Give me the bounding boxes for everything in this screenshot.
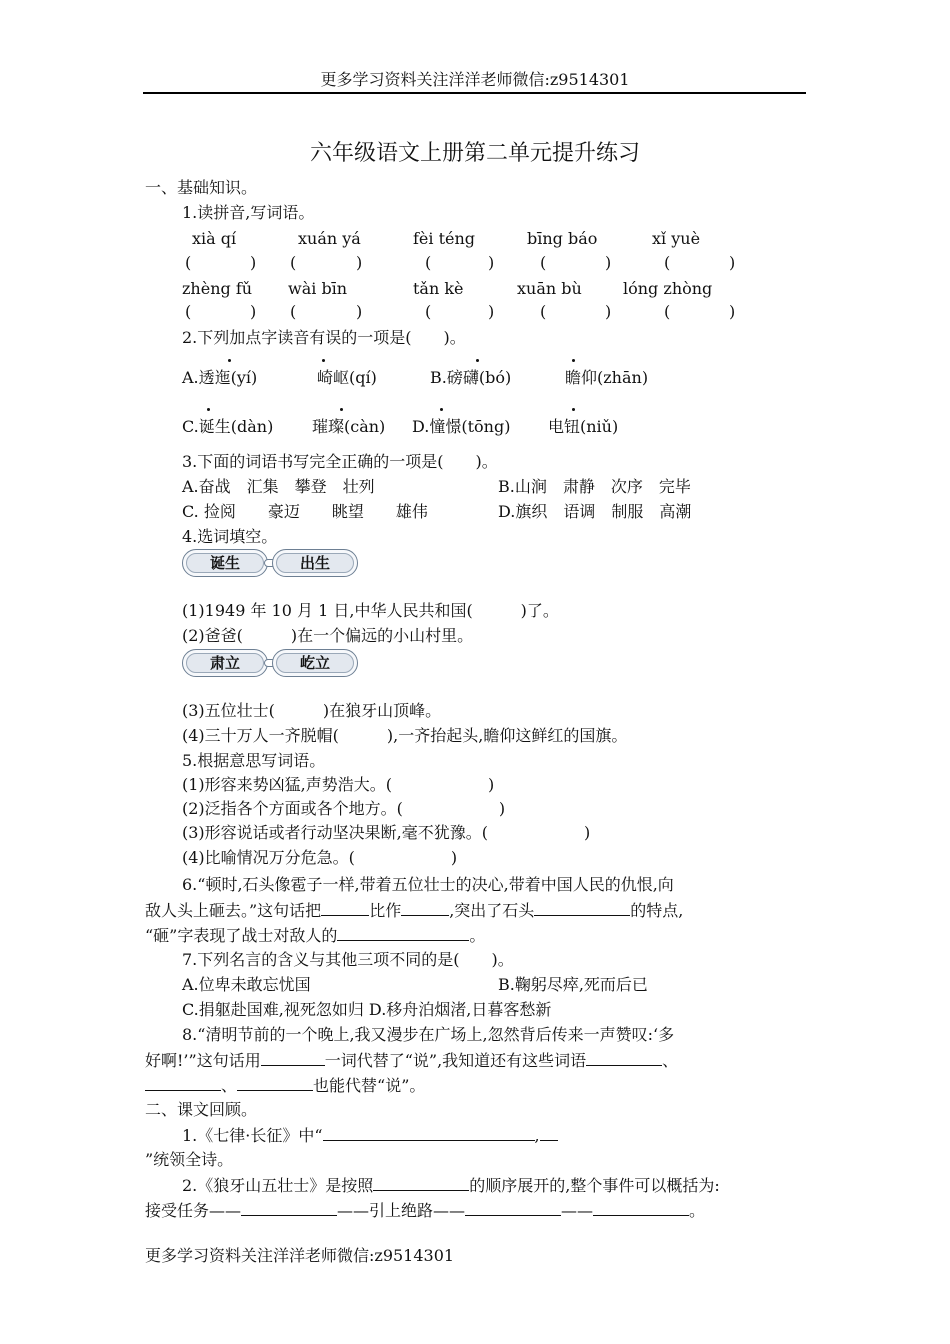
q6-line-1: 6.“顿时,石头像雹子一样,带着五位壮士的决心,带着中国人民的仇恨,向 [182, 875, 674, 894]
q3-option-d: D.旗织 语调 制服 高潮 [498, 502, 692, 521]
pinyin: xǐ yuè [652, 229, 701, 248]
emphasis-dot [440, 408, 443, 411]
answer-blank[interactable] [337, 925, 469, 941]
paren-close: ) [605, 253, 612, 272]
q2-option-b2: 瞻仰(zhān) [565, 368, 649, 387]
answer-blank[interactable] [241, 1200, 337, 1216]
q4-sentence-1: (1)1949 年 10 月 1 日,中华人民共和国( )了。 [182, 601, 559, 620]
answer-blank[interactable] [237, 1075, 313, 1091]
emphasis-dot [322, 359, 325, 362]
q6-text: 敌人头上砸去。”这句话把 [145, 901, 322, 920]
paren-close: ) [729, 253, 736, 272]
q7-option-a: A.位卑未敢忘忧国 [182, 975, 311, 994]
pinyin: lóng zhòng [623, 279, 713, 298]
q7-option-cd: C.捐躯赴国难,视死忽如归 D.移舟泊烟渚,日暮客愁新 [182, 1000, 552, 1019]
q5-item-3: (3)形容说话或者行动坚决果断,毫不犹豫。( ) [182, 823, 591, 842]
s2-q2-line-2 [145, 1200, 705, 1221]
q8-line-3 [145, 1075, 425, 1096]
q2-option-d: D.憧憬(tōng) [412, 417, 511, 436]
q8-line-2 [145, 1050, 678, 1071]
word-choice-group-1 [182, 549, 362, 579]
emphasis-dot [207, 408, 210, 411]
q5-label: 5.根据意思写词语。 [182, 751, 326, 770]
answer-blank[interactable] [321, 900, 369, 916]
q2-option-d2: 电钮(niǔ) [548, 417, 619, 436]
emphasis-dot [476, 359, 479, 362]
s2-q1-continuation: ”统领全诗。 [145, 1150, 234, 1169]
paren-open: ( [290, 253, 297, 272]
paren-open: ( [664, 253, 671, 272]
paren-close: ) [356, 302, 363, 321]
s2-q2-text: ——引上绝路—— [337, 1201, 466, 1220]
q3-label: 3.下面的词语书写完全正确的一项是( )。 [182, 452, 498, 471]
q7-option-b: B.鞠躬尽瘁,死而后已 [498, 975, 648, 994]
page-header: 更多学习资料关注洋洋老师微信:z9514301 [320, 70, 630, 89]
q8-text: 、 [221, 1076, 238, 1095]
pinyin: fèi téng [413, 229, 476, 248]
s2-q1-line [182, 1125, 558, 1146]
word-pill [272, 649, 358, 677]
s2-q2-text: —— [561, 1201, 594, 1220]
q2-option-a2: 崎岖(qí) [317, 368, 377, 387]
answer-blank[interactable] [593, 1200, 689, 1216]
word-pill-text: 诞生 [186, 553, 264, 573]
pinyin: bīng báo [527, 229, 598, 248]
q8-text: 一词代替了“说”,我知道还有这些词语 [324, 1051, 587, 1070]
emphasis-dot [340, 408, 343, 411]
paren-close: ) [488, 302, 495, 321]
q2-label: 2.下列加点字读音有误的一项是( )。 [182, 328, 466, 347]
q4-label: 4.选词填空。 [182, 527, 278, 546]
q1-label: 1.读拼音,写词语。 [182, 203, 315, 222]
pinyin: wài bīn [288, 279, 348, 298]
pinyin: xuán yá [298, 229, 361, 248]
q5-item-1: (1)形容来势凶猛,声势浩大。( ) [182, 775, 495, 794]
q6-text: 比作 [369, 901, 402, 920]
paren-close: ) [605, 302, 612, 321]
s2-q2-text: 2.《狼牙山五壮士》是按照 [182, 1176, 374, 1195]
s2-q2-text: 。 [689, 1201, 706, 1220]
s2-q1-text: 1.《七律·长征》中“ [182, 1126, 323, 1145]
answer-blank[interactable] [465, 1200, 561, 1216]
q6-text: ,突出了石头 [449, 901, 535, 920]
answer-blank[interactable] [145, 1075, 221, 1091]
q4-sentence-4: (4)三十万人一齐脱帽( ),一齐抬起头,瞻仰这鲜红的国旗。 [182, 726, 628, 745]
answer-blank[interactable] [540, 1125, 558, 1141]
answer-blank[interactable] [261, 1050, 325, 1066]
q6-text: 的特点, [630, 901, 684, 920]
paren-open: ( [425, 253, 432, 272]
answer-blank[interactable] [323, 1125, 535, 1141]
word-pill [182, 549, 268, 577]
q5-item-2: (2)泛指各个方面或各个地方。( ) [182, 799, 506, 818]
paren-close: ) [250, 253, 257, 272]
header-rule [143, 92, 806, 94]
paren-close: ) [729, 302, 736, 321]
q4-sentence-2: (2)爸爸( )在一个偏远的小山村里。 [182, 626, 474, 645]
q2-option-b: B.磅礴(bó) [430, 368, 512, 387]
q6-text: 。 [469, 926, 486, 945]
section2-heading: 二、课文回顾。 [145, 1100, 258, 1119]
paren-close: ) [356, 253, 363, 272]
q4-sentence-3: (3)五位壮士( )在狼牙山顶峰。 [182, 701, 442, 720]
q6-line-3 [145, 925, 485, 946]
paren-open: ( [185, 253, 192, 272]
page-title: 六年级语文上册第二单元提升练习 [309, 141, 640, 166]
paren-open: ( [664, 302, 671, 321]
word-pill-text: 肃立 [186, 653, 264, 673]
paren-close: ) [488, 253, 495, 272]
emphasis-dot [572, 408, 575, 411]
q8-text: 也能代替“说”。 [313, 1076, 426, 1095]
emphasis-dot [228, 359, 231, 362]
s2-q2-text: 的顺序展开的,整个事件可以概括为: [469, 1176, 720, 1195]
paren-open: ( [425, 302, 432, 321]
pinyin: xuān bù [517, 279, 582, 298]
q3-option-b: B.山涧 肃静 次序 完毕 [498, 477, 691, 496]
page-footer: 更多学习资料关注洋洋老师微信:z9514301 [145, 1246, 455, 1265]
word-choice-group-2 [182, 649, 362, 679]
q6-line-2 [145, 900, 683, 921]
q3-option-c: C. 捡阅 豪迈 眺望 雄伟 [182, 502, 428, 521]
q8-line-1: 8.“清明节前的一个晚上,我又漫步在广场上,忽然背后传来一声赞叹:‘多 [182, 1025, 675, 1044]
section1-heading: 一、基础知识。 [145, 178, 258, 197]
q6-text: “砸”字表现了战士对敌人的 [145, 926, 338, 945]
s2-q2-line-1 [182, 1175, 720, 1196]
q8-text: 好啊!’”这句话用 [145, 1051, 261, 1070]
q5-item-4: (4)比喻情况万分危急。( ) [182, 848, 458, 867]
answer-blank[interactable] [373, 1175, 469, 1191]
pinyin: xià qí [192, 229, 237, 248]
pinyin: tǎn kè [413, 279, 464, 298]
paren-open: ( [540, 253, 547, 272]
answer-blank[interactable] [534, 900, 630, 916]
q2-option-a: A.透迤(yí) [182, 368, 258, 387]
word-pill-text: 屹立 [276, 653, 354, 673]
emphasis-dot [572, 359, 575, 362]
s2-q1-text: , [534, 1126, 540, 1145]
word-pill [182, 649, 268, 677]
q2-option-c2: 璀璨(càn) [312, 417, 386, 436]
q7-label: 7.下列名言的含义与其他三项不同的是( )。 [182, 950, 514, 969]
q2-option-c: C.诞生(dàn) [182, 417, 274, 436]
paren-open: ( [290, 302, 297, 321]
paren-close: ) [250, 302, 257, 321]
word-pill [272, 549, 358, 577]
paren-open: ( [540, 302, 547, 321]
s2-q2-text: 接受任务—— [145, 1201, 242, 1220]
q8-text: 、 [662, 1051, 679, 1070]
pinyin: zhèng fǔ [182, 279, 253, 298]
q3-option-a: A.奋战 汇集 攀登 壮列 [182, 477, 375, 496]
answer-blank[interactable] [401, 900, 449, 916]
answer-blank[interactable] [586, 1050, 662, 1066]
word-pill-text: 出生 [276, 553, 354, 573]
paren-open: ( [185, 302, 192, 321]
